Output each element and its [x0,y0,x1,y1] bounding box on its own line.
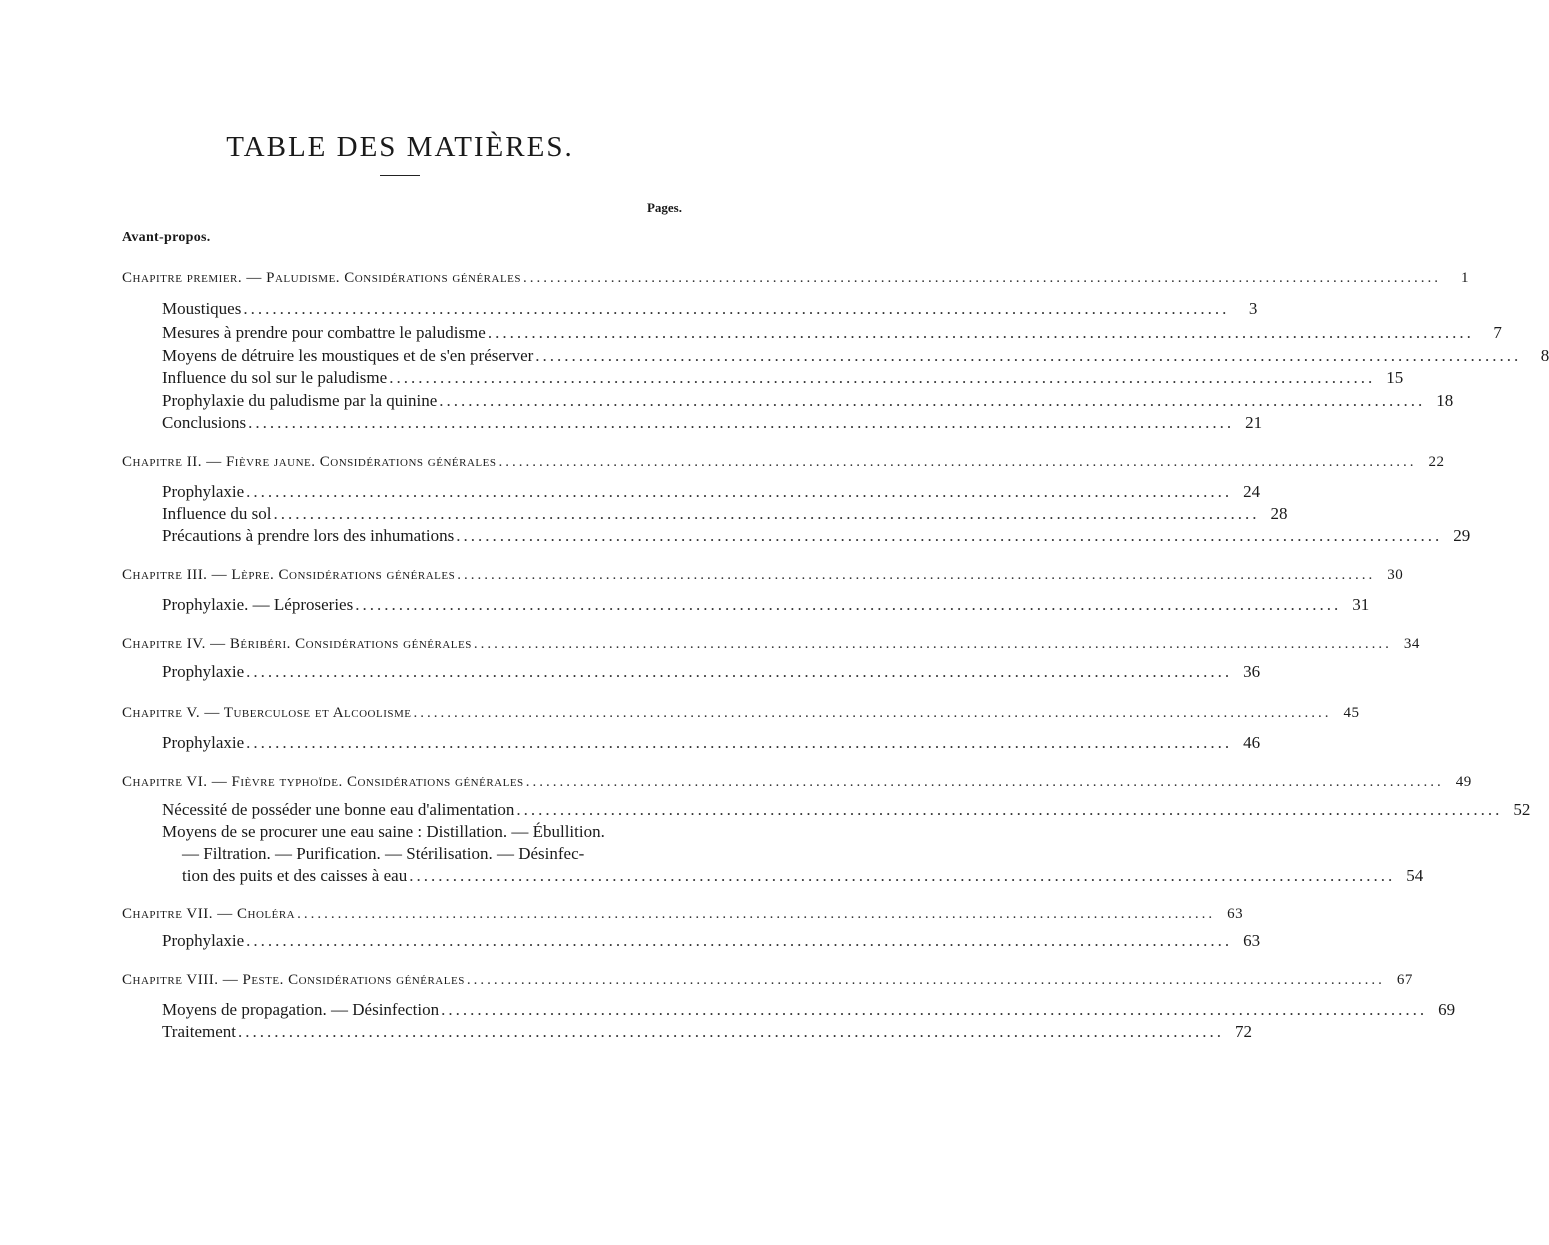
page-number: 31 [1352,595,1370,614]
toc-entry-eau-alimentation[interactable]: Nécessité de posséder une bonne eau d'alimentation ........................................................................................................................................ 52 [162,798,680,822]
toc-entry-prophylaxie-5[interactable]: Prophylaxie ........................................................................................................................................ 46 [162,731,680,755]
toc-entry-propagation[interactable]: Moyens de propagation. — Désinfection ........................................................................................................................................ 69 [162,998,680,1022]
toc-entry-mesures[interactable]: Mesures à prendre pour combattre le paludisme ........................................................................................................................................ 7 [162,321,680,345]
page-number: 3 [1248,299,1258,318]
page-number: 67 [1396,972,1413,988]
page-number: 28 [1270,504,1288,523]
toc-entry-quinine[interactable]: Prophylaxie du paludisme par la quinine ........................................................................................................................................ 18 [162,389,680,413]
page-number: 36 [1243,662,1261,681]
page-number: 34 [1403,636,1420,652]
page-number: 30 [1387,567,1404,583]
toc-chapter-8[interactable]: Chapitre VIII. — Peste. Considérations générales ........................................................................................................................................ 67 [122,968,680,992]
toc-entry-influence-sol[interactable]: Influence du sol sur le paludisme ........................................................................................................................................ 15 [162,366,680,390]
toc-entry-eau-saine-line1[interactable]: Moyens de se procurer une eau saine : Distillation. — Ébullition. [162,822,605,841]
toc-entry-prophylaxie-7[interactable]: Prophylaxie ........................................................................................................................................ 63 [162,929,680,953]
page-number: 54 [1406,866,1424,885]
page-number: 8 [1540,346,1549,365]
toc-entry-leproseries[interactable]: Prophylaxie. — Léproseries ........................................................................................................................................ 31 [162,593,680,617]
toc-entry-moyens-detruire[interactable]: Moyens de détruire les moustiques et de s'en préserver ........................................................................................................................................ 8 [162,344,680,368]
toc-chapter-2[interactable]: Chapitre II. — Fièvre jaune. Considérations générales ........................................................................................................................................ 22 [122,450,680,474]
page-number: 72 [1234,1022,1252,1041]
page-number: 21 [1245,413,1263,432]
toc-entry-eau-saine-line3[interactable]: tion des puits et des caisses à eau ........................................................................................................................................ 54 [182,864,680,888]
page-number: 29 [1453,526,1471,545]
toc-chapter-5[interactable]: Chapitre V. — Tuberculose et Alcoolisme ........................................................................................................................................ 45 [122,701,680,725]
toc-entry-eau-saine-line2[interactable]: — Filtration. — Purification. — Stérilisation. — Désinfec- [182,844,585,863]
toc-chapter-7[interactable]: Chapitre VII. — Choléra ........................................................................................................................................ 63 [122,902,680,926]
page-number: 15 [1386,368,1404,387]
toc-entry-traitement[interactable]: Traitement ........................................................................................................................................ 72 [162,1020,680,1044]
page-number: 18 [1436,391,1454,410]
page-number: 45 [1343,705,1360,721]
toc-chapter-1[interactable]: Chapitre premier. — Paludisme. Considérations générales ........................................................................................................................................ 1 [122,266,680,290]
toc-chapter-4[interactable]: Chapitre IV. — Béribéri. Considérations générales ........................................................................................................................................ 34 [122,632,680,656]
pages-column-label: Pages. [646,200,682,215]
page-number: 7 [1493,323,1502,342]
toc-entry-inhumations[interactable]: Précautions à prendre lors des inhumations ........................................................................................................................................ 29 [162,524,680,548]
toc-entry-influence-sol-2[interactable]: Influence du sol ........................................................................................................................................ 28 [162,502,680,526]
page-number: 46 [1243,733,1261,752]
toc-chapter-6[interactable]: Chapitre VI. — Fièvre typhoïde. Considérations générales ........................................................................................................................................ 49 [122,770,680,794]
page-number: 49 [1455,774,1472,790]
page-number: 63 [1243,931,1261,950]
page-number: 52 [1513,800,1531,819]
title-rule [380,175,420,176]
toc-entry-moustiques[interactable]: Moustiques ........................................................................................................................................ 3 [162,297,680,321]
page-number: 63 [1227,906,1244,922]
page-number: 22 [1428,454,1445,470]
toc-entry-prophylaxie-4[interactable]: Prophylaxie ........................................................................................................................................ 36 [162,660,680,684]
page-number: 1 [1461,270,1469,286]
toc-entry-conclusions[interactable]: Conclusions ........................................................................................................................................ 21 [162,411,680,435]
page-number: 69 [1438,1000,1456,1019]
page-number: 24 [1243,482,1261,501]
page-title: TABLE DES MATIÈRES. [226,131,574,164]
toc-chapter-3[interactable]: Chapitre III. — Lèpre. Considérations générales ........................................................................................................................................ 30 [122,563,680,587]
avant-propos-heading: Avant-propos. [122,230,211,245]
toc-entry-prophylaxie-2[interactable]: Prophylaxie ........................................................................................................................................ 24 [162,480,680,504]
